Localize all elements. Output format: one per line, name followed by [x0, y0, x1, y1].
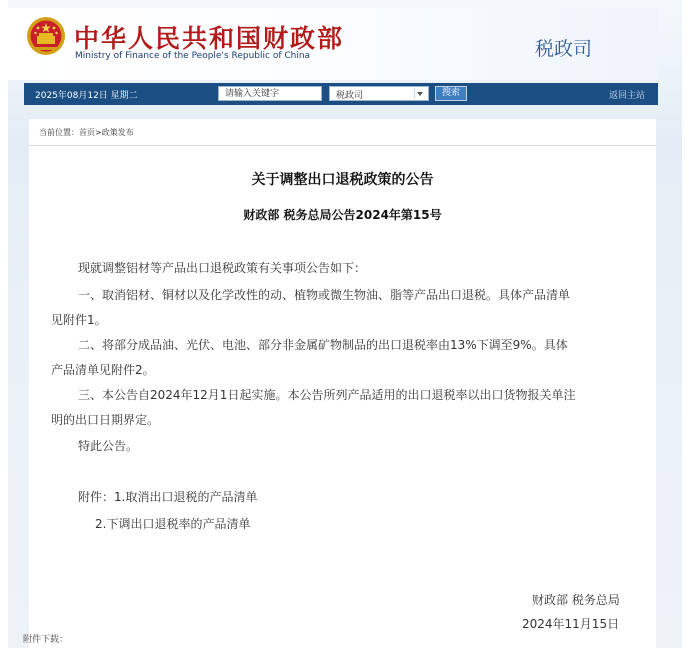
breadcrumb-divider: [29, 145, 656, 146]
site-name[interactable]: 中华人民共和国财政部: [74, 24, 345, 53]
signature: 财政部 税务总局: [532, 593, 620, 607]
department-title: 税政司: [535, 38, 593, 60]
search-input[interactable]: [218, 86, 322, 101]
paragraph: 一、取消铝材、铜材以及化学改性的动、植物或微生物油、脂等产品出口退税。具体产品清单: [78, 288, 571, 302]
paragraph: 见附件1。: [51, 313, 107, 327]
top-navbar: [24, 83, 658, 105]
paragraph: 现就调整铝材等产品出口退税政策有关事项公告如下：: [78, 261, 367, 275]
select-divider: [414, 89, 415, 98]
attachment-item: 附件：1.取消出口退税的产品清单: [78, 490, 258, 504]
site-name-english: Ministry of Finance of the People's Republic of China: [75, 51, 311, 61]
article-title: 关于调整出口退税政策的公告: [251, 172, 434, 188]
return-home-link[interactable]: 返回主站: [608, 91, 645, 101]
search-button[interactable]: 搜索: [435, 86, 467, 101]
paragraph: 三、本公告自2024年12月1日起实施。本公告所列产品适用的出口退税率以出口货物报关单注: [78, 388, 576, 402]
national-emblem-icon[interactable]: [26, 16, 66, 56]
search-scope-value: 税政司: [336, 91, 364, 101]
paragraph: 二、将部分成品油、光伏、电池、部分非金属矿物制品的出口退税率由13%下调至9%。具体: [78, 338, 568, 352]
paragraph: 特此公告。: [78, 439, 139, 453]
article-subtitle: 财政部 税务总局公告2024年第15号: [243, 208, 442, 222]
attachment-item: 2.下调出口退税率的产品清单: [95, 517, 251, 531]
paragraph: 明的出口日期界定。: [51, 413, 160, 427]
signature-date: 2024年11月15日: [522, 617, 620, 631]
breadcrumb[interactable]: 当前位置：首页>政策发布: [39, 128, 134, 137]
current-date: 2025年08月12日 星期二: [35, 91, 138, 101]
paragraph: 产品清单见附件2。: [51, 363, 155, 377]
search-scope-select[interactable]: [329, 86, 429, 101]
site-header: [8, 8, 658, 80]
article-panel: [29, 119, 656, 648]
attachment-download-label: 附件下载：: [23, 635, 69, 645]
chevron-down-icon: [417, 92, 423, 96]
